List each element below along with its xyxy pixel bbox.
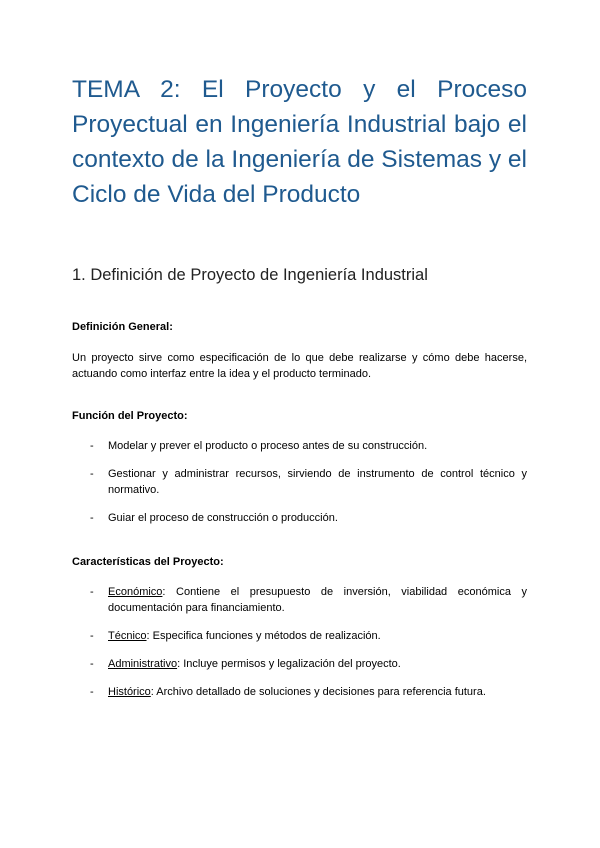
bullet-dash: - [90, 512, 94, 524]
project-characteristics-label: Características del Proyecto: [72, 556, 224, 568]
bullet-dash: - [90, 686, 94, 698]
list-item [72, 438, 527, 454]
list-item [72, 628, 527, 644]
list-item [72, 510, 527, 526]
general-definition-text: Un proyecto sirve como especificación de lo que debe realizarse y cómo debe hacerse, actuando como interfaz entre la idea y el producto terminado. [72, 352, 527, 380]
list-item-text: Gestionar y administrar recursos, sirviendo de instrumento de control técnico y normativo. [108, 468, 527, 496]
project-function-list [72, 438, 527, 526]
document-title: TEMA 2: El Proyecto y el Proceso Proyectual en Ingeniería Industrial bajo el contexto de la Ingeniería de Sistemas y el Ciclo de Vida del Producto [72, 76, 527, 208]
characteristic-term: Administrativo [108, 658, 178, 670]
characteristic-term: Económico [108, 586, 163, 598]
characteristic-term: Técnico [108, 630, 147, 642]
list-item [72, 584, 527, 616]
bullet-dash: - [90, 630, 94, 642]
characteristic-text: : Contiene el presupuesto de inversión, viabilidad económica y documentación para financiamiento. [108, 586, 527, 614]
list-item [72, 656, 527, 672]
list-item-text: Modelar y prever el producto o proceso antes de su construcción. [108, 440, 428, 452]
bullet-dash: - [90, 468, 94, 480]
project-characteristics-list [72, 584, 527, 700]
characteristic-text: : Incluye permisos y legalización del proyecto. [177, 658, 401, 670]
bullet-dash: - [90, 658, 94, 670]
list-item-text: Guiar el proceso de construcción o producción. [108, 512, 338, 524]
characteristic-text: : Archivo detallado de soluciones y decisiones para referencia futura. [150, 686, 486, 698]
list-item [72, 684, 527, 700]
section-heading: 1. Definición de Proyecto de Ingeniería Industrial [72, 266, 428, 284]
bullet-dash: - [90, 440, 94, 452]
project-function-label: Función del Proyecto: [72, 410, 188, 422]
list-item [72, 466, 527, 498]
characteristic-text: : Especifica funciones y métodos de realización. [146, 630, 381, 642]
general-definition-label: Definición General: [72, 321, 173, 333]
characteristic-term: Histórico [108, 686, 151, 698]
bullet-dash: - [90, 586, 94, 598]
